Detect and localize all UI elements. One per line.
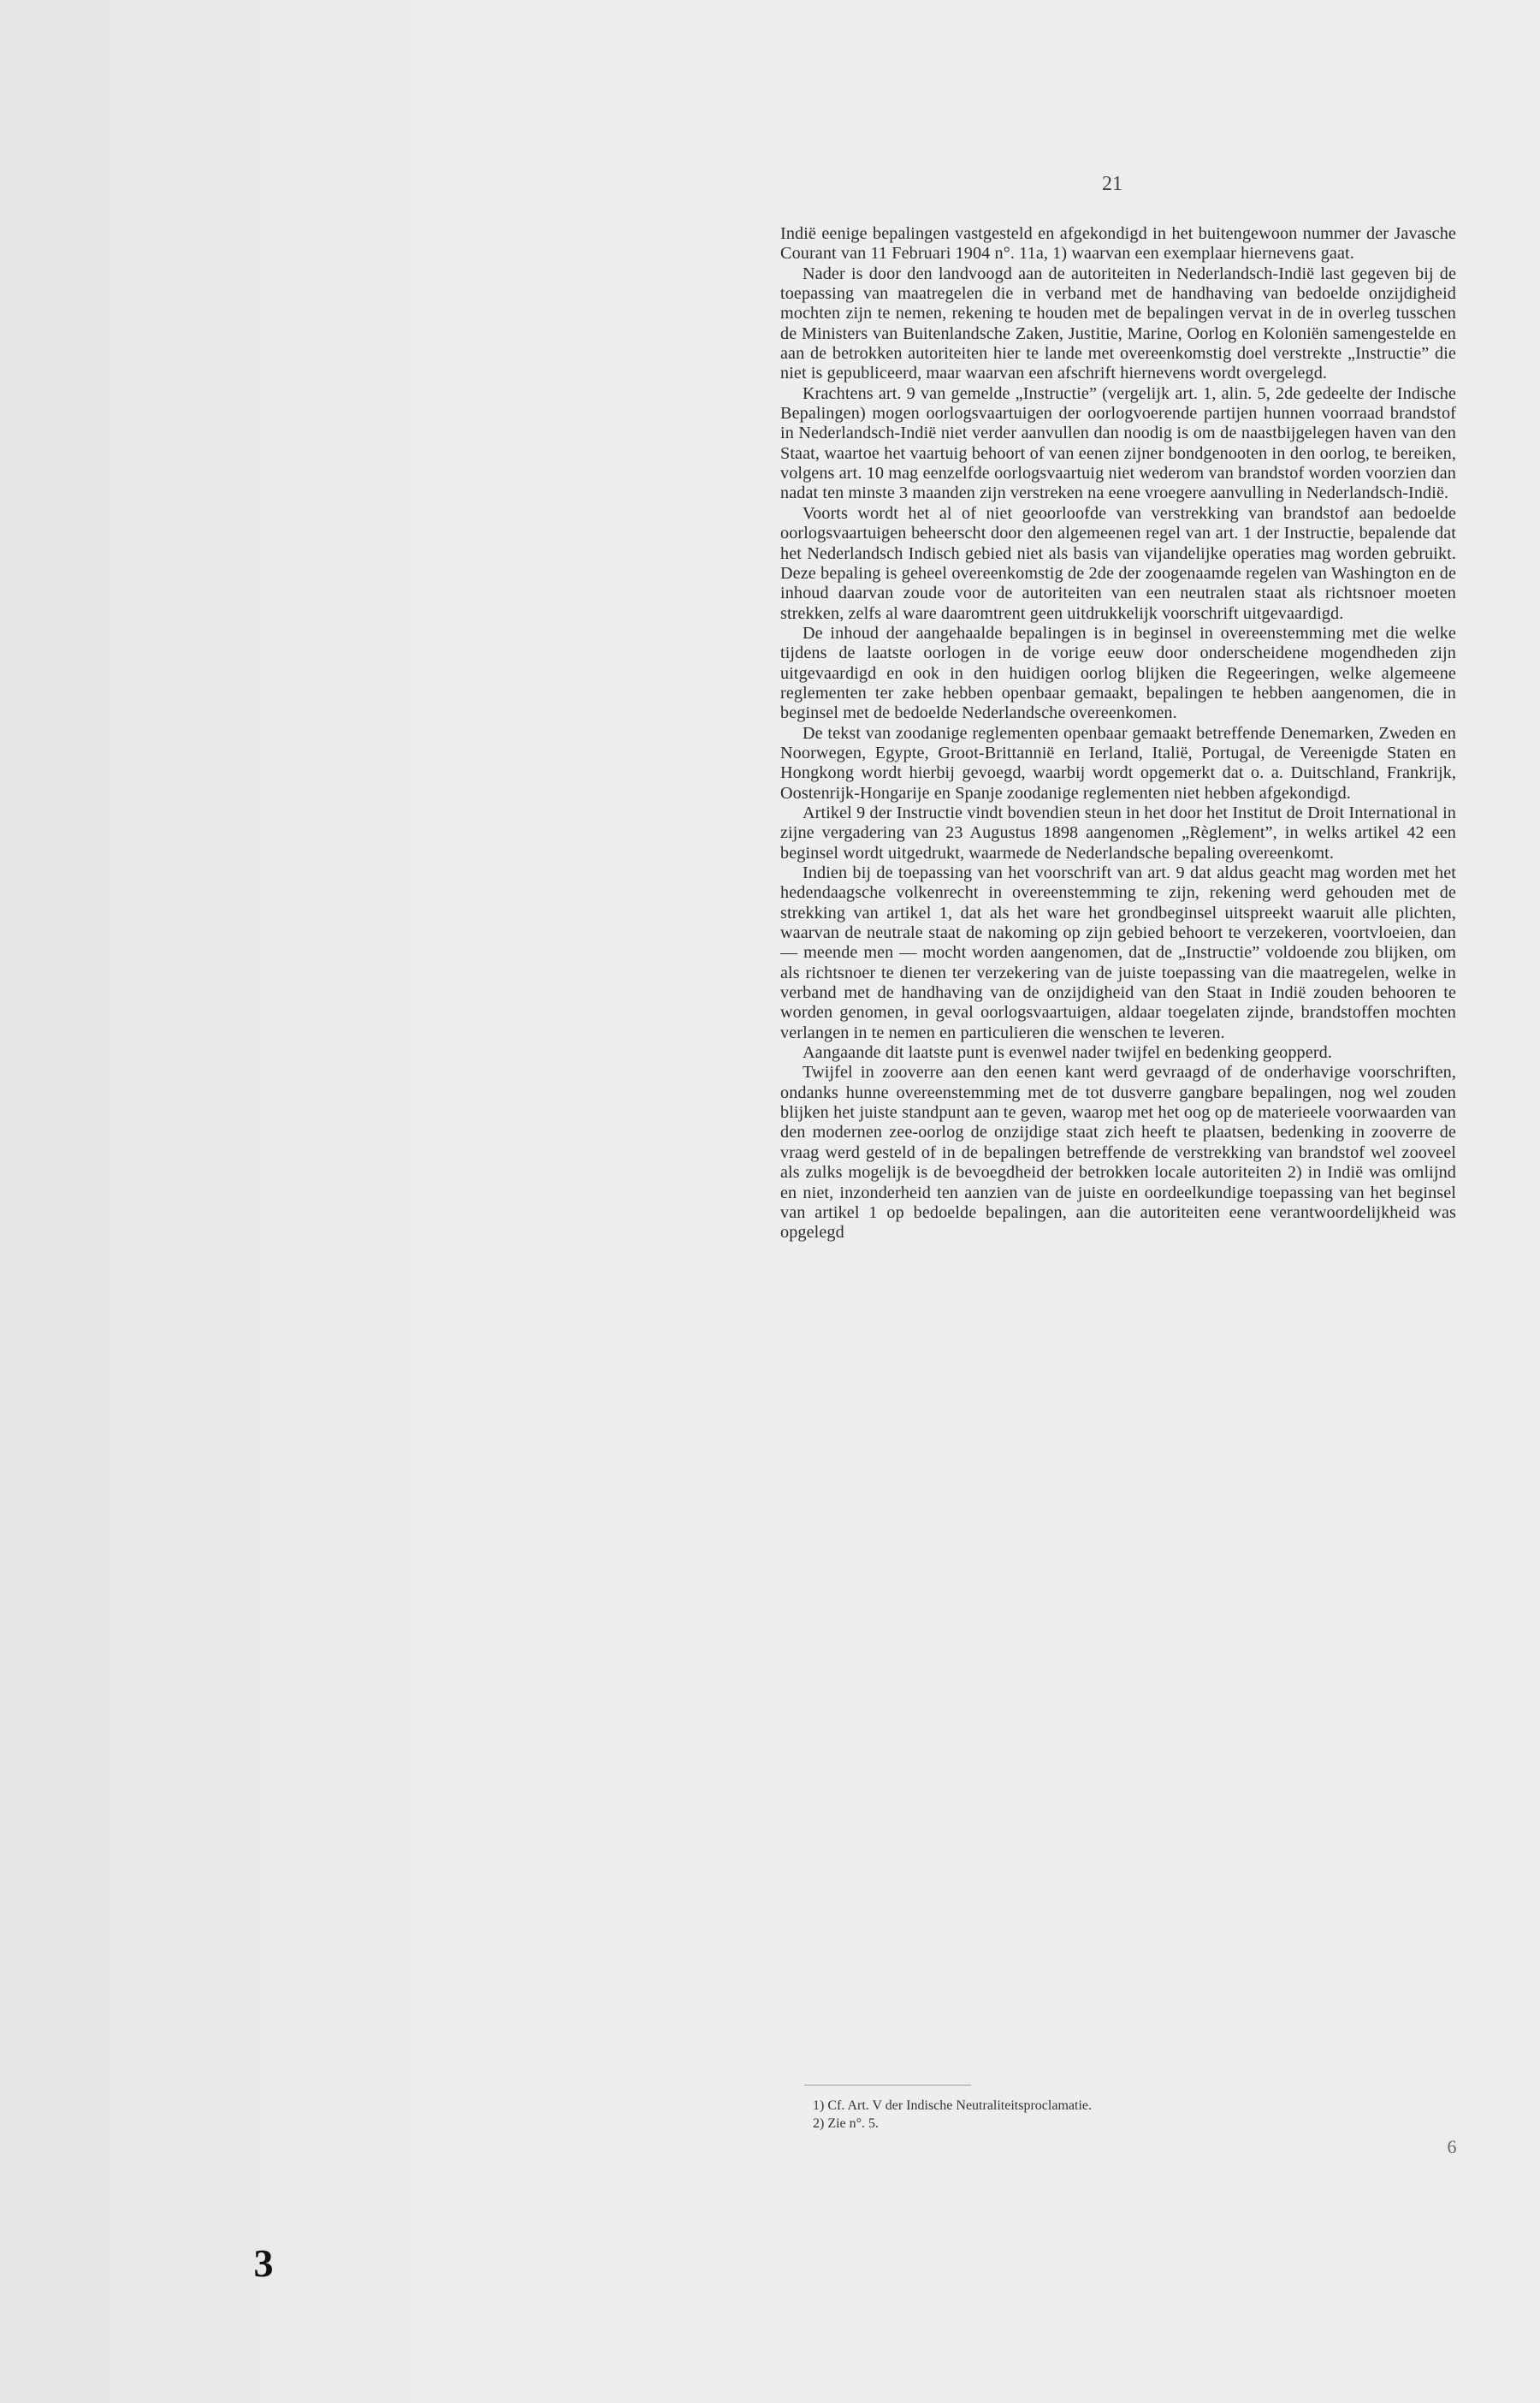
paragraph: Krachtens art. 9 van gemelde „Instructie” (vergelijk art. 1, alin. 5, 2de gedeelte der Indische Bepalingen) mogen oorlogsvaartuigen der oorlogvoerende partijen hunnen voorraad brandstof in Nederlandsch-Indië niet verder aanvullen dan noodig is om de naastbijgelegen haven van den Staat, waartoe het vaartuig behoort of van eenen zijner bondgenooten in den oorlog, te bereiken, volgens art. 10 mag eenzelfde oorlogsvaartuig niet wederom van brandstof worden voorzien dan nadat ten minste 3 maanden zijn verstreken na eene vroegere aanvulling in Nederlandsch-Indië. — [780, 383, 1456, 503]
paragraph: De tekst van zoodanige reglementen openbaar gemaakt betreffende Denemarken, Zweden en Noorwegen, Egypte, Groot-Brittannië en Ierland, Italië, Portugal, de Vereenigde Staten en Hongkong wordt hierbij gevoegd, waarbij wordt opgemerkt dat o. a. Duitschland, Frankrijk, Oostenrijk-Hongarije en Spanje zoodanige reglementen niet hebben afgekondigd. — [780, 723, 1456, 803]
paragraph: Indien bij de toepassing van het voorschrift van art. 9 dat aldus geacht mag worden met het hedendaagsche volkenrecht in overeenstemming te zijn, rekening werd gehouden met de strekking van artikel 1, dat als het ware het grondbeginsel uitspreekt waaruit alle plichten, waarvan de neutrale staat de nakoming op zijn gebied behoort te verzekeren, voortvloeien, dan — meende men — mocht worden aangenomen, dat de „Instructie” voldoende zou blijken, om als richtsnoer te dienen ter verzekering van de juiste toepassing van die maatregelen, welke in verband met de handhaving van de onzijdigheid van den Staat in Indië zouden behooren te worden genomen, in geval oorlogsvaartuigen, aldaar toegelaten zijnde, brandstoffen mochten verlangen in te nemen en particulieren die wenschen te leveren. — [780, 863, 1456, 1042]
footnote: 2) Zie n°. 5. — [813, 2116, 880, 2131]
paragraph: De inhoud der aangehaalde bepalingen is in beginsel in overeenstemming met die welke tijdens de laatste oorlogen in de vorige eeuw door onderscheidene mogendheden zijn uitgevaardigd en ook in den huidigen oorlog blijken die Regeeringen, welke algemeene reglementen ter zake hebben openbaar gemaakt, bepalingen te hebben aangenomen, die in beginsel met de bedoelde Nederlandsche overeenkomen. — [780, 623, 1456, 723]
body-text — [780, 224, 1456, 1243]
footnotes — [813, 2097, 1412, 2133]
paragraph: Voorts wordt het al of niet geoorloofde van verstrekking van brandstof aan bedoelde oorlogsvaartuigen beheerscht door den algemeenen regel van art. 1 der Instructie, bepalende dat het Nederlandsch Indisch gebied niet als basis van vijandelijke operaties mag worden gebruikt. Deze bepaling is geheel overeenkomstig de 2de der zoogenaamde regelen van Washington en de inhoud daarvan zoude voor de autoriteiten van een neutralen staat als richtsnoer moeten strekken, zelfs al ware daaromtrent geen uitdrukkelijk voorschrift uitgevaardigd. — [780, 503, 1456, 623]
paragraph: Twijfel in zooverre aan den eenen kant werd gevraagd of de onderhavige voorschriften, ondanks hunne overeenstemming met de tot dusverre gangbare bepalingen, nog wel zouden blijken het juiste standpunt aan te geven, waarop met het oog op de materieele voorwaarden van den modernen zee-oorlog de onzijdige staat zich heeft te plaatsen, bedenking in zooverre de vraag werd gesteld of in de bepalingen betreffende de verstrekking van brandstof wel zooveel als zulks mogelijk is de bevoegdheid der betrokken locale autoriteiten 2) in Indië was omlijnd en niet, inzonderheid ten aanzien van de juiste en oordeelkundige toepassing van het beginsel van artikel 1 op bedoelde bepalingen, aan die autoriteiten eene verantwoordelijkheid was opgelegd — [780, 1063, 1456, 1243]
paragraph: Aangaande dit laatste punt is evenwel nader twijfel en bedenking geopperd. — [803, 1043, 1332, 1063]
paragraph: Indië eenige bepalingen vastgesteld en afgekondigd in het buitengewoon nummer der Javasche Courant van 11 Februari 1904 n°. 11a, 1) waarvan een exemplaar hiernevens gaat. — [780, 224, 1456, 264]
footnote: 1) Cf. Art. V der Indische Neutraliteitsproclamatie. — [813, 2098, 1092, 2113]
sheet-marker: 3 — [253, 2241, 274, 2285]
paragraph: Artikel 9 der Instructie vindt bovendien steun in het door het Institut de Droit International in zijne vergadering van 23 Augustus 1898 aangenomen „Règlement”, in welks artikel 42 een beginsel wordt uitgedrukt, waarmede de Nederlandsche bepaling overeenkomt. — [780, 803, 1456, 863]
signature-mark: 6 — [1447, 2136, 1457, 2157]
paragraph: Nader is door den landvoogd aan de autoriteiten in Nederlandsch-Indië last gegeven bij de toepassing van maatregelen die in verband met de handhaving van bedoelde onzijdigheid mochten zijn te nemen, rekening te houden met de bepalingen vervat in de in overleg tusschen de Ministers van Buitenlandsche Zaken, Justitie, Marine, Oorlog en Koloniën samengestelde en aan de betrokken autoriteiten hier te lande met overeenkomstig doel verstrekte „Instructie” die niet is gepubliceerd, maar waarvan een afschrift hiernevens wordt overgelegd. — [780, 264, 1456, 383]
page-number: 21 — [1102, 173, 1122, 195]
footnote-divider — [804, 2085, 971, 2086]
